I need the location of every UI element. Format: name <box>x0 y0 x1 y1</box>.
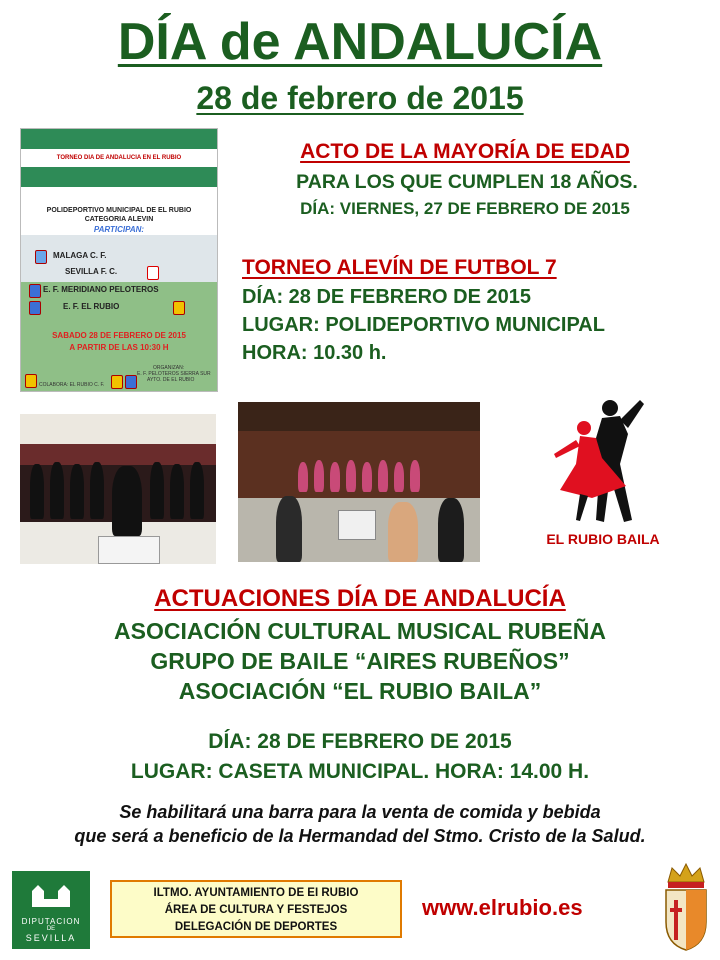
poster-organizer: AYTO. DE EL RUBIO <box>147 377 195 383</box>
actuaciones-dia: DÍA: 28 DE FEBRERO DE 2015 <box>208 730 512 753</box>
malaga-badge-icon <box>35 250 47 264</box>
actuaciones-group: GRUPO DE BAILE “AIRES RUBEÑOS” <box>150 648 570 674</box>
poster-colabora: COLABORA: EL RUBIO C. F. <box>39 382 105 388</box>
poster-team: MALAGA C. F. <box>53 251 107 260</box>
pitch-photo <box>21 235 217 391</box>
el-rubio-crest-icon <box>660 856 712 952</box>
sponsor-badge-icon <box>125 375 137 389</box>
website-link[interactable]: www.elrubio.es <box>422 895 583 920</box>
banner-sign <box>338 510 376 540</box>
el-rubio-baila-label: EL RUBIO BAILA <box>546 531 660 547</box>
flag-stripe-green-top <box>21 129 217 149</box>
actuaciones-group: ASOCIACIÓN CULTURAL MUSICAL RUBEÑA <box>114 618 606 644</box>
diputacion-text: DE <box>46 926 56 932</box>
mayoria-heading: ACTO DE LA MAYORÍA DE EDAD <box>300 140 630 163</box>
actuaciones-group: ASOCIACIÓN “EL RUBIO BAILA” <box>178 678 542 704</box>
torneo-hora: HORA: 10.30 h. <box>242 342 387 364</box>
actuaciones-heading: ACTUACIONES DÍA DE ANDALUCÍA <box>154 585 566 612</box>
organizer-line: ILTMO. AYUNTAMIENTO DE EI RUBIO <box>153 887 359 899</box>
poster-team: E. F. MERIDIANO PELOTEROS <box>43 285 159 294</box>
dancing-couple-icon <box>540 394 660 524</box>
poster-organizer: E. F. PELOTEROS SIERRA SUR <box>137 371 211 377</box>
poster-team: E. F. EL RUBIO <box>63 302 120 311</box>
actuaciones-lugar: LUGAR: CASETA MUNICIPAL. HORA: 14.00 H. <box>130 760 590 783</box>
torneo-dia: DÍA: 28 DE FEBRERO DE 2015 <box>242 286 531 308</box>
flag-stripe-green-bottom <box>21 167 217 187</box>
diputacion-text: DIPUTACION <box>21 917 81 926</box>
colabora-badge-icon <box>25 374 37 388</box>
elrubio-ef-badge-icon <box>29 301 41 315</box>
page-date: 28 de febrero de 2015 <box>196 80 524 116</box>
tournament-poster-image <box>20 128 218 392</box>
poster-category: CATEGORIA ALEVIN <box>84 216 154 223</box>
poster-date: SABADO 28 DE FEBRERO DE 2015 <box>52 331 186 340</box>
sponsor-badge-icon <box>111 375 123 389</box>
footnote-line-1: Se habilitará una barra para la venta de comida y bebida <box>119 802 601 822</box>
banner-sign <box>98 536 160 564</box>
meridiano-badge-icon <box>29 284 41 298</box>
mayoria-line-1: PARA LOS QUE CUMPLEN 18 AÑOS. <box>296 171 638 193</box>
mayoria-line-2: DÍA: VIERNES, 27 DE FEBRERO DE 2015 <box>300 199 630 218</box>
diputacion-text: SEVILLA <box>25 933 77 943</box>
organizer-line: DELEGACIÓN DE DEPORTES <box>174 921 338 933</box>
sevilla-badge-icon <box>147 266 159 280</box>
elrubio-crest-icon <box>173 301 185 315</box>
torneo-heading: TORNEO ALEVÍN DE FUTBOL 7 <box>242 256 557 279</box>
dance-group-photo <box>238 402 480 562</box>
poster-banner: TORNEO DIA DE ANDALUCIA EN EL RUBIO <box>21 149 217 167</box>
poster-team: SEVILLA F. C. <box>65 267 118 276</box>
torneo-lugar: LUGAR: POLIDEPORTIVO MUNICIPAL <box>242 314 605 336</box>
footnote-line-2: que será a beneficio de la Hermandad del Stmo. Cristo de la Salud. <box>74 826 646 846</box>
page-title: DÍA de ANDALUCÍA <box>117 13 603 71</box>
poster-participan: PARTICIPAN: <box>93 225 145 234</box>
poster-time: A PARTIR DE LAS 10:30 H <box>69 343 169 352</box>
choir-photo <box>20 414 216 564</box>
diputacion-sevilla-logo <box>12 871 90 949</box>
organizer-box <box>110 880 402 938</box>
poster-organizan: ORGANIZAN: <box>153 365 185 371</box>
poster-venue: POLIDEPORTIVO MUNICIPAL DE EL RUBIO <box>46 207 192 214</box>
organizer-line: ÁREA DE CULTURA Y FESTEJOS <box>164 904 348 916</box>
